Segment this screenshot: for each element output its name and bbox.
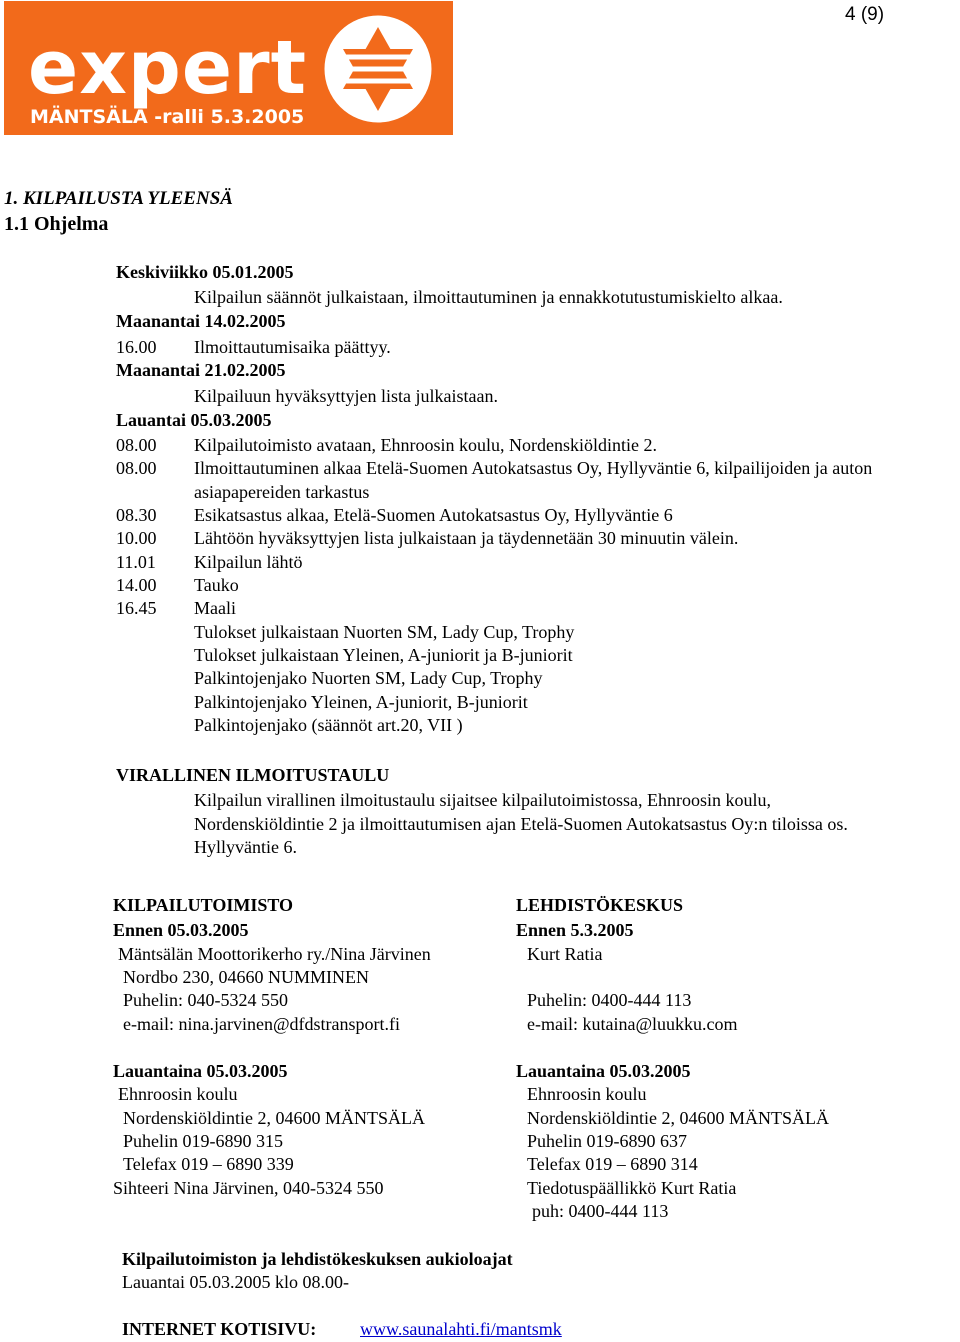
office-contact: Mäntsälän Moottorikerho ry./Nina Järvinen (118, 944, 431, 964)
schedule-event: Kilpailun lähtö (194, 552, 303, 572)
schedule-event: Tulokset julkaistaan Nuorten SM, Lady Cup, Trophy (194, 622, 575, 642)
office-address: Nordenskiöldintie 2, 04600 MÄNTSÄLÄ (123, 1108, 425, 1128)
office-title: KILPAILUTOIMISTO (113, 895, 294, 915)
schedule-event: Kilpailuun hyväksyttyjen lista julkaistaan. (194, 386, 498, 406)
office-location: Ehnroosin koulu (118, 1084, 238, 1104)
office-phone: Puhelin: 040-5324 550 (123, 990, 288, 1010)
schedule-event: Palkintojenjako Yleinen, A-juniorit, B-juniorit (194, 692, 528, 712)
schedule-time: 16.45 (116, 598, 157, 618)
section-heading: 1. KILPAILUSTA YLEENSÄ (4, 188, 233, 209)
schedule-date: Keskiviikko 05.01.2005 (116, 262, 294, 282)
page-number: 4 (9) (845, 4, 885, 25)
schedule-event: Esikatsastus alkaa, Etelä-Suomen Autokatsastus Oy, Hyllyväntie 6 (194, 505, 673, 525)
press-fax: Telefax 019 – 6890 314 (527, 1154, 698, 1174)
schedule-date: Lauantai 05.03.2005 (116, 410, 272, 430)
board-text: Nordenskiöldintie 2 ja ilmoittautumisen ajan Etelä-Suomen Autokatsastus Oy:n tiloissa os. (194, 814, 848, 834)
office-phone: Puhelin 019-6890 315 (123, 1131, 283, 1151)
schedule-time: 14.00 (116, 575, 157, 595)
office-fax: Telefax 019 – 6890 339 (123, 1154, 294, 1174)
internet-label: INTERNET KOTISIVU: (122, 1319, 317, 1339)
schedule-event: Palkintojenjako Nuorten SM, Lady Cup, Trophy (194, 668, 543, 688)
schedule-event: Ilmoittautuminen alkaa Etelä-Suomen Autokatsastus Oy, Hyllyväntie 6, kilpailijoiden ja auton (194, 458, 873, 478)
schedule-time: 08.00 (116, 435, 157, 455)
schedule-time: 16.00 (116, 337, 157, 357)
schedule-event: Maali (194, 598, 236, 618)
expert-logo (4, 1, 453, 135)
board-title: VIRALLINEN ILMOITUSTAULU (116, 765, 390, 785)
schedule-event: Tulokset julkaistaan Yleinen, A-juniorit ja B-juniorit (194, 645, 573, 665)
schedule-event: Kilpailun säännöt julkaistaan, ilmoittautuminen ja ennakkotutustumiskielto alkaa. (194, 287, 783, 307)
office-secretary: Sihteeri Nina Järvinen, 040-5324 550 (113, 1178, 384, 1198)
board-text: Hyllyväntie 6. (194, 837, 297, 857)
schedule-time: 08.00 (116, 458, 157, 478)
logo-event: MÄNTSÄLÄ -ralli 5.3.2005 (30, 106, 305, 128)
press-on-label: Lauantaina 05.03.2005 (516, 1061, 691, 1081)
schedule-event: Lähtöön hyväksyttyjen lista julkaistaan ja täydennetään 30 minuutin välein. (194, 528, 739, 548)
homepage-link[interactable]: www.saunalahti.fi/mantsmk (360, 1319, 562, 1339)
logo-brand: expert (28, 25, 307, 111)
schedule-date: Maanantai 14.02.2005 (116, 311, 286, 331)
schedule-event: Palkintojenjako (säännöt art.20, VII ) (194, 715, 463, 735)
schedule-event: asiapapereiden tarkastus (194, 482, 370, 502)
press-before-label: Ennen 5.3.2005 (516, 920, 634, 940)
press-phone: Puhelin: 0400-444 113 (527, 990, 692, 1010)
office-address: Nordbo 230, 04660 NUMMINEN (123, 967, 369, 987)
office-email: e-mail: nina.jarvinen@dfdstransport.fi (123, 1014, 400, 1034)
hours-title: Kilpailutoimiston ja lehdistökeskuksen aukioloajat (122, 1249, 513, 1269)
press-address: Nordenskiöldintie 2, 04600 MÄNTSÄLÄ (527, 1108, 829, 1128)
schedule-event: Kilpailutoimisto avataan, Ehnroosin koulu, Nordenskiöldintie 2. (194, 435, 657, 455)
hours-line: Lauantai 05.03.2005 klo 08.00- (122, 1272, 349, 1292)
press-contact: Kurt Ratia (527, 944, 603, 964)
schedule-event: Ilmoittautumisaika päättyy. (194, 337, 391, 357)
press-officer-phone: puh: 0400-444 113 (532, 1201, 669, 1221)
schedule-time: 11.01 (116, 552, 156, 572)
subsection-heading: 1.1 Ohjelma (4, 213, 109, 235)
office-before-label: Ennen 05.03.2005 (113, 920, 249, 940)
press-phone: Puhelin 019-6890 637 (527, 1131, 687, 1151)
schedule-time: 10.00 (116, 528, 157, 548)
press-title: LEHDISTÖKESKUS (516, 895, 684, 915)
schedule-event: Tauko (194, 575, 239, 595)
board-text: Kilpailun virallinen ilmoitustaulu sijaitsee kilpailutoimistossa, Ehnroosin koulu, (194, 790, 771, 810)
star-emblem-icon (322, 13, 434, 125)
office-on-label: Lauantaina 05.03.2005 (113, 1061, 288, 1081)
press-location: Ehnroosin koulu (527, 1084, 647, 1104)
schedule-date: Maanantai 21.02.2005 (116, 360, 286, 380)
press-email: e-mail: kutaina@luukku.com (527, 1014, 738, 1034)
schedule-time: 08.30 (116, 505, 157, 525)
press-officer: Tiedotuspäällikkö Kurt Ratia (527, 1178, 737, 1198)
